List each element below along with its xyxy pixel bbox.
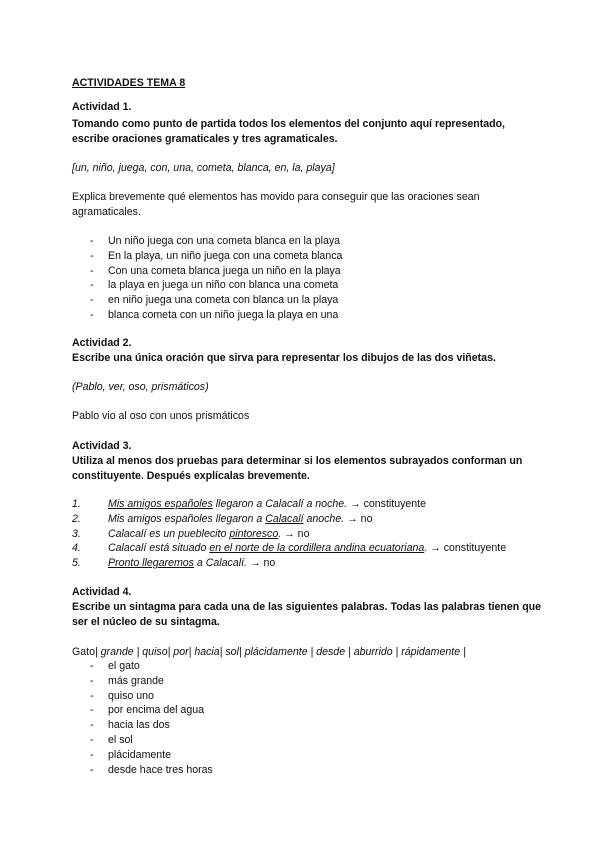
activity-4-heading: Actividad 4.	[72, 586, 132, 598]
list-item: - el sol	[72, 733, 542, 748]
list-item: - la playa en juega un niño con blanca una cometa	[72, 278, 542, 293]
item-result: constituyente	[363, 498, 427, 510]
numbered-item	[72, 512, 542, 527]
activity-1-list	[72, 234, 542, 323]
activity-4-word-list	[72, 645, 542, 660]
list-item: - En la playa, un niño juega con una cometa blanca	[72, 249, 542, 264]
list-item: - blanca cometa con un niño juega la playa en una	[72, 308, 542, 323]
activity-1-word-set: [un, niño, juega, con, una, cometa, blanca, en, la, playa]	[72, 162, 335, 174]
activity-1-heading: Actividad 1.	[72, 101, 132, 113]
sentence-start: Mis amigos españoles llegaron a	[108, 512, 266, 525]
document-title: ACTIVIDADES TEMA 8	[72, 77, 186, 89]
item-result: no	[297, 527, 310, 540]
list-item: - Un niño juega con una cometa blanca en la playa	[72, 234, 542, 249]
activity-2-answer: Pablo vio al oso con unos prismáticos	[72, 410, 250, 422]
list-item: - más grande	[72, 674, 542, 689]
activity-1-explain: Explica brevemente qué elementos has movido para conseguir que las oraciones sean agramaticales.	[72, 191, 480, 218]
activity-4-prompt: Escribe un sintagma para cada una de las siguientes palabras. Todas las palabras tienen que ser el núcleo de su sintagma.	[72, 601, 542, 628]
item-number: 3.	[72, 527, 81, 540]
activity-2-heading: Actividad 2.	[72, 337, 132, 349]
arrow-icon: →	[284, 527, 295, 540]
numbered-item	[72, 556, 542, 571]
item-number: 1.	[72, 498, 81, 510]
item-number: 2.	[72, 512, 81, 525]
activity-3-heading: Actividad 3.	[72, 440, 132, 452]
activity-2-word-set: (Pablo, ver, oso, prismáticos)	[72, 381, 209, 393]
item-result: no	[263, 557, 276, 570]
sentence-rest: .	[424, 542, 428, 555]
underlined-segment: en el norte de la cordillera andina ecuatoriana	[209, 542, 425, 555]
sentence-rest: anoche.	[303, 512, 345, 525]
underlined-segment: Pronto llegaremos	[108, 557, 194, 570]
word-list-first: Gato	[72, 646, 95, 658]
arrow-icon: →	[347, 512, 358, 525]
list-item: - plácidamente	[72, 748, 542, 763]
sentence-start: Calacalí es un pueblecito	[108, 527, 230, 540]
underlined-segment: Mis amigos españoles	[108, 498, 213, 510]
list-item: - en niño juega una cometa con blanca un la playa	[72, 293, 542, 308]
list-item: - por encima del agua	[72, 703, 542, 718]
sentence-rest: .	[278, 527, 282, 540]
sentence-start: Calacalí está situado	[108, 542, 210, 555]
list-item: - desde hace tres horas	[72, 763, 542, 778]
underlined-segment: Calacalí	[265, 512, 304, 525]
list-item: - Con una cometa blanca juega un niño en la playa	[72, 264, 542, 279]
item-number: 5.	[72, 557, 81, 570]
arrow-icon: →	[430, 542, 441, 555]
arrow-icon: →	[350, 498, 361, 510]
sentence-rest: a Calacalí.	[193, 557, 247, 570]
activity-3-list	[72, 497, 542, 571]
arrow-icon: →	[249, 557, 261, 570]
numbered-item	[72, 497, 542, 512]
list-item: - el gato	[72, 659, 542, 674]
activity-2-prompt: Escribe una única oración que sirva para representar los dibujos de las dos viñetas.	[72, 352, 496, 364]
underlined-segment: pintoresco	[229, 527, 279, 540]
item-result: constituyente	[443, 542, 507, 555]
list-item: - hacia las dos	[72, 718, 542, 733]
list-item: - quiso uno	[72, 689, 542, 704]
numbered-item	[72, 541, 542, 556]
word-list-rest: | grande | quiso| por| hacia| sol| plácidamente | desde | aburrido | rápidamente |	[94, 646, 466, 658]
activity-3-prompt: Utiliza al menos dos pruebas para determinar si los elementos subrayados conforman un constituyente. Después explícalas brevemente.	[72, 455, 523, 482]
activity-4-list	[72, 659, 542, 777]
activity-1-prompt: Tomando como punto de partida todos los elementos del conjunto aquí representado, escribe oraciones gramaticales y tres agramaticales.	[72, 118, 506, 145]
item-result: no	[360, 512, 373, 525]
item-number: 4.	[72, 542, 81, 555]
sentence-rest: llegaron a Calacalí a noche.	[212, 498, 348, 510]
numbered-item	[72, 527, 542, 542]
